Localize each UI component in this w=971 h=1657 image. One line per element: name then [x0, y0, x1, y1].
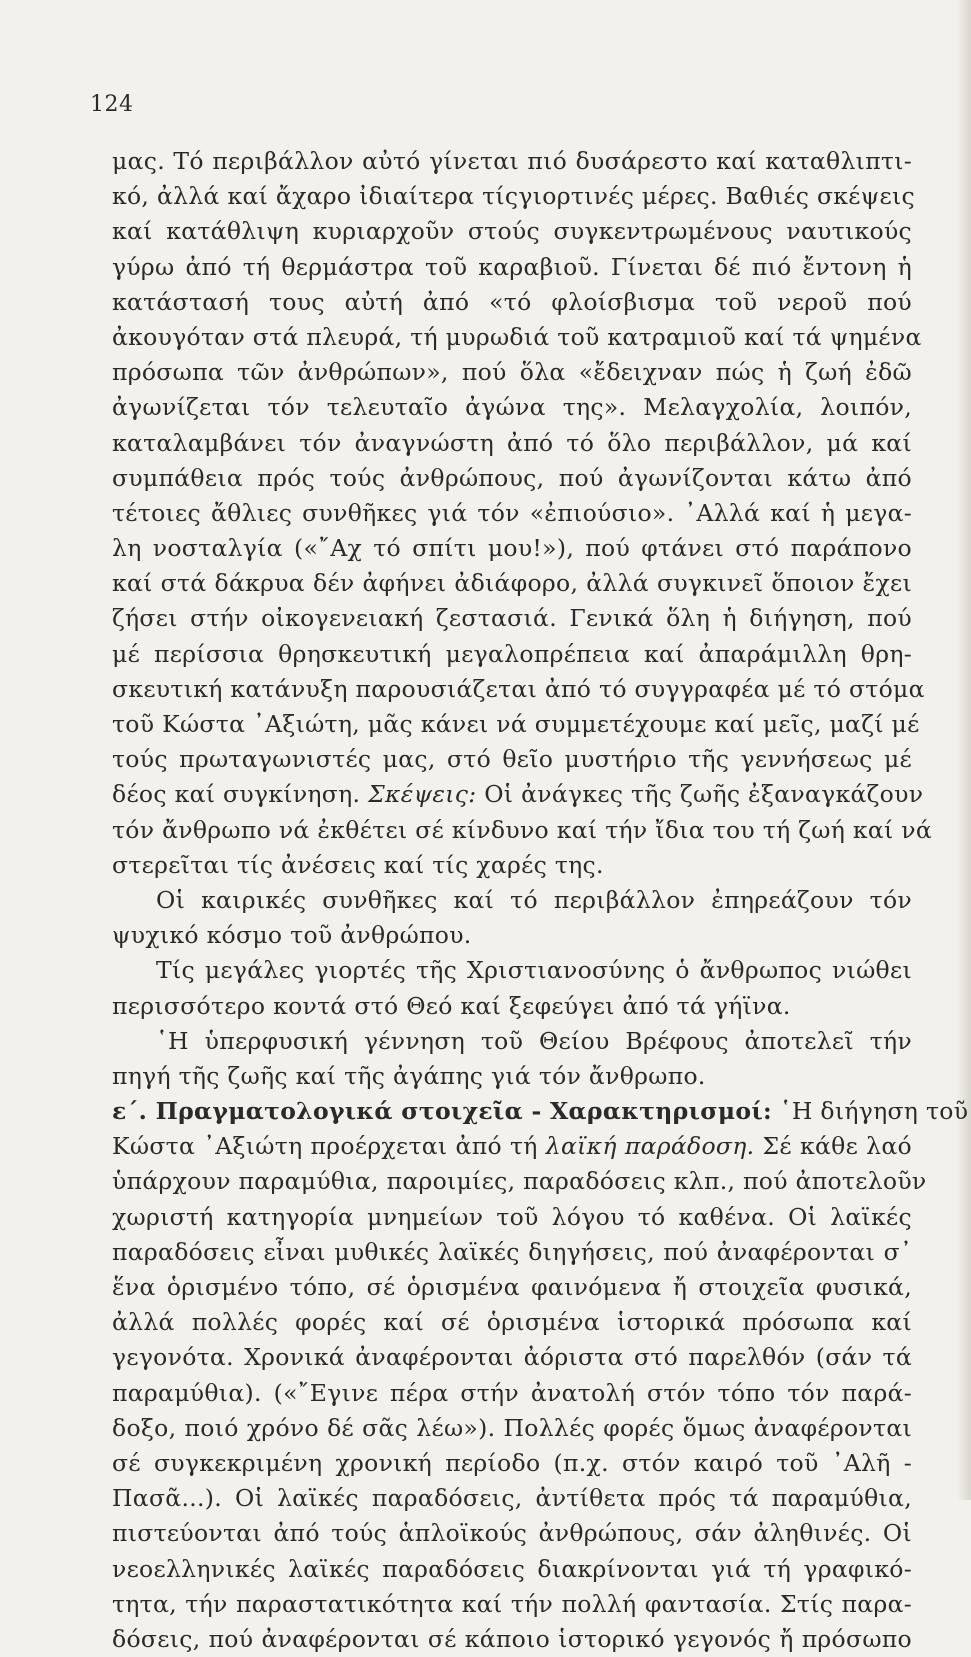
text-line	[112, 1164, 927, 1199]
text-line	[112, 1481, 912, 1516]
text-line	[112, 461, 912, 496]
body-text	[112, 144, 969, 1657]
line-text: συμπάθεια πρός τούς ἀνθρώπους, πού ἀγωνίζονται κάτω ἀπό	[112, 463, 912, 492]
line-text: ῾Η ὑπερφυσική γέννηση τοῦ Θείου Βρέφους ἀποτελεῖ τήν	[156, 1026, 912, 1055]
section-heading: ε΄. Πραγματολογικά στοιχεῖα - Χαρακτηρισμοί:	[112, 1097, 772, 1126]
text-line	[112, 1200, 912, 1235]
line-text: καί στά δάκρυα δέν ἀφήνει ἀδιάφορο, ἀλλά συγκινεῖ ὅποιον ἔχει	[112, 569, 912, 598]
text-line	[112, 1340, 912, 1375]
line-text: τέτοιες ἄθλιες συνθῆκες γιά τόν «ἐπιούσιο». ᾿Αλλά καί ἡ μεγα-	[112, 498, 912, 527]
text-line	[112, 707, 920, 742]
line-text: τοῦ Κώστα ᾿Αξιώτη, μᾶς κάνει νά συμμετέχουμε καί μεῖς, μαζί μέ	[112, 710, 920, 738]
line-text: κατάστασή τους αὐτή ἀπό «τό φλοίσβισμα τοῦ νεροῦ πού	[112, 287, 912, 316]
text-line	[112, 918, 912, 953]
text-line	[112, 777, 924, 812]
line-text: ὑπάρχουν παραμύθια, παροιμίες, παραδόσεις κλπ., πού ἀποτελοῦν	[112, 1167, 927, 1196]
text-line	[112, 390, 912, 425]
text-line	[112, 1094, 969, 1129]
line-text: σέ συγκεκριμένη χρονική περίοδο (π.χ. στόν καιρό τοῦ ᾿Αλῆ -	[112, 1448, 912, 1477]
text-line	[112, 1129, 912, 1164]
line-text: δόσεις, πού ἀναφέρονται σέ κάποιο ἱστορικό γεγονός ἤ πρόσωπο	[112, 1624, 912, 1653]
text-line	[112, 883, 912, 918]
line-text: λη νοσταλγία («῎Αχ τό σπίτι μου!»), πού φτάνει στό παράπονο	[112, 534, 912, 563]
line-text: καί κατάθλιψη κυριαρχοῦν στούς συγκεντρωμένους ναυτικούς	[112, 217, 912, 246]
text-line	[112, 637, 912, 672]
text-line	[112, 601, 912, 636]
line-text: δοξο, ποιό χρόνο δέ σᾶς λέω»). Πολλές φορές ὅμως ἀναφέρονται	[112, 1413, 912, 1442]
line-text: παραμύθια). («῎Εγινε πέρα στήν ἀνατολή στόν τόπο τόν παρά-	[112, 1378, 912, 1407]
italic-term: Σκέψεις:	[368, 780, 477, 809]
text-line	[112, 531, 912, 566]
line-text: ψυχικό κόσμο τοῦ ἀνθρώπου.	[112, 921, 472, 950]
line-text: κό, ἀλλά καί ἄχαρο ἰδιαίτερα τίςγιορτινές μέρες. Βαθιές σκέψεις	[112, 182, 915, 211]
line-text: ἀγωνίζεται τόν τελευταῖο ἀγώνα της». Μελαγχολία, λοιπόν,	[112, 393, 912, 422]
text-line	[112, 1552, 912, 1587]
line-text: πρόσωπα τῶν ἀνθρώπων», πού ὅλα «ἔδειχναν πώς ἡ ζωή ἐδῶ	[112, 358, 912, 387]
line-text: μας. Τό περιβάλλον αὐτό γίνεται πιό δυσάρεστο καί καταθλιπτι-	[112, 147, 912, 175]
text-line	[112, 813, 933, 848]
line-text: Πασᾶ...). Οἱ λαϊκές παραδόσεις, ἀντίθετα πρός τά παραμύθια,	[112, 1484, 912, 1513]
text-line	[112, 355, 912, 390]
line-text: ἀκουγόταν στά πλευρά, τή μυρωδιά τοῦ κατραμιοῦ καί τά ψημένα	[112, 322, 922, 351]
line-text: ἀλλά πολλές φορές καί σέ ὁρισμένα ἱστορικά πρόσωπα καί	[112, 1308, 912, 1337]
line-text: παραδόσεις εἶναι μυθικές λαϊκές διηγήσεις, πού ἀναφέρονται σ᾿	[112, 1237, 912, 1266]
line-text: δέος καί συγκίνηση.	[112, 780, 361, 809]
italic-term: λαϊκή παράδοση.	[545, 1132, 755, 1161]
line-text: νεοελληνικές λαϊκές παραδόσεις διακρίνονται γιά τή γραφικό-	[112, 1554, 912, 1583]
text-line	[112, 672, 925, 707]
text-line	[112, 1376, 912, 1411]
text-line	[112, 426, 912, 461]
text-line	[112, 496, 912, 531]
line-text: τούς πρωταγωνιστές μας, στό θεῖο μυστήριο τῆς γεννήσεως μέ	[112, 745, 912, 774]
text-line	[112, 1305, 912, 1340]
text-line	[112, 179, 915, 214]
text-line	[112, 214, 912, 249]
text-line	[112, 1270, 912, 1305]
text-line	[112, 144, 912, 179]
line-text: Κώστα ᾿Αξιώτη προέρχεται ἀπό τή	[112, 1132, 538, 1161]
line-text: ῾Η διήγηση τοῦ	[779, 1097, 969, 1126]
text-line	[112, 848, 912, 883]
text-line	[112, 1516, 912, 1551]
line-text: χωριστή κατηγορία μνημείων τοῦ λόγου τό καθένα. Οἱ λαϊκές	[112, 1202, 912, 1231]
text-line	[112, 320, 922, 355]
text-line	[112, 1587, 912, 1622]
line-text: σκευτική κατάνυξη παρουσιάζεται ἀπό τό συγγραφέα μέ τό στόμα	[112, 674, 925, 703]
text-line	[112, 1024, 912, 1059]
line-text: καταλαμβάνει τόν ἀναγνώστη ἀπό τό ὅλο περιβάλλον, μά καί	[112, 428, 912, 457]
line-text: Σέ κάθε λαό	[762, 1132, 912, 1161]
line-text: Οἱ καιρικές συνθῆκες καί τό περιβάλλον ἐπηρεάζουν τόν	[156, 885, 912, 914]
line-text: Οἱ ἀνάγκες τῆς ζωῆς ἐξαναγκάζουν	[484, 780, 924, 809]
text-line	[112, 742, 912, 777]
text-line	[112, 1446, 912, 1481]
line-text: στερεῖται τίς ἀνέσεις καί τίς χαρές της.	[112, 850, 604, 879]
page-spine-shadow	[957, 0, 971, 1500]
line-text: τητα, τήν παραστατικότητα καί τήν πολλή φαντασία. Στίς παρα-	[112, 1589, 912, 1618]
line-text: ζήσει στήν οἰκογενειακή ζεστασιά. Γενικά ὅλη ἡ διήγηση, πού	[112, 604, 912, 633]
line-text: μέ περίσσια θρησκευτική μεγαλοπρέπεια καί ἀπαράμιλλη θρη-	[112, 639, 912, 668]
line-text: γεγονότα. Χρονικά ἀναφέρονται ἀόριστα στό παρελθόν (σάν τά	[112, 1343, 912, 1372]
text-line	[112, 1059, 912, 1094]
text-line	[112, 953, 912, 988]
text-line	[112, 285, 912, 320]
line-text: περισσότερο κοντά στό Θεό καί ξεφεύγει ἀπό τά γήϊνα.	[112, 991, 791, 1020]
line-text: γύρω ἀπό τή θερμάστρα τοῦ καραβιοῦ. Γίνεται δέ πιό ἔντονη ἡ	[112, 252, 912, 281]
line-text: τόν ἄνθρωπο νά ἐκθέτει σέ κίνδυνο καί τήν ἴδια του τή ζωή καί νά	[112, 815, 933, 844]
text-line	[112, 250, 912, 285]
line-text: Τίς μεγάλες γιορτές τῆς Χριστιανοσύνης ὁ ἄνθρωπος νιώθει	[156, 956, 912, 985]
line-text: πηγή τῆς ζωῆς καί τῆς ἀγάπης γιά τόν ἄνθρωπο.	[112, 1061, 706, 1090]
text-line	[112, 989, 912, 1024]
line-text: ἕνα ὁρισμένο τόπο, σέ ὁρισμένα φαινόμενα ἤ στοιχεῖα φυσικά,	[112, 1273, 912, 1301]
text-line	[112, 1411, 912, 1446]
text-line	[112, 566, 912, 601]
text-line	[112, 1235, 912, 1270]
text-line	[112, 1622, 912, 1657]
page-number: 124	[90, 92, 134, 117]
line-text: πιστεύονται ἀπό τούς ἁπλοϊκούς ἀνθρώπους, σάν ἀληθινές. Οἱ	[112, 1519, 912, 1548]
